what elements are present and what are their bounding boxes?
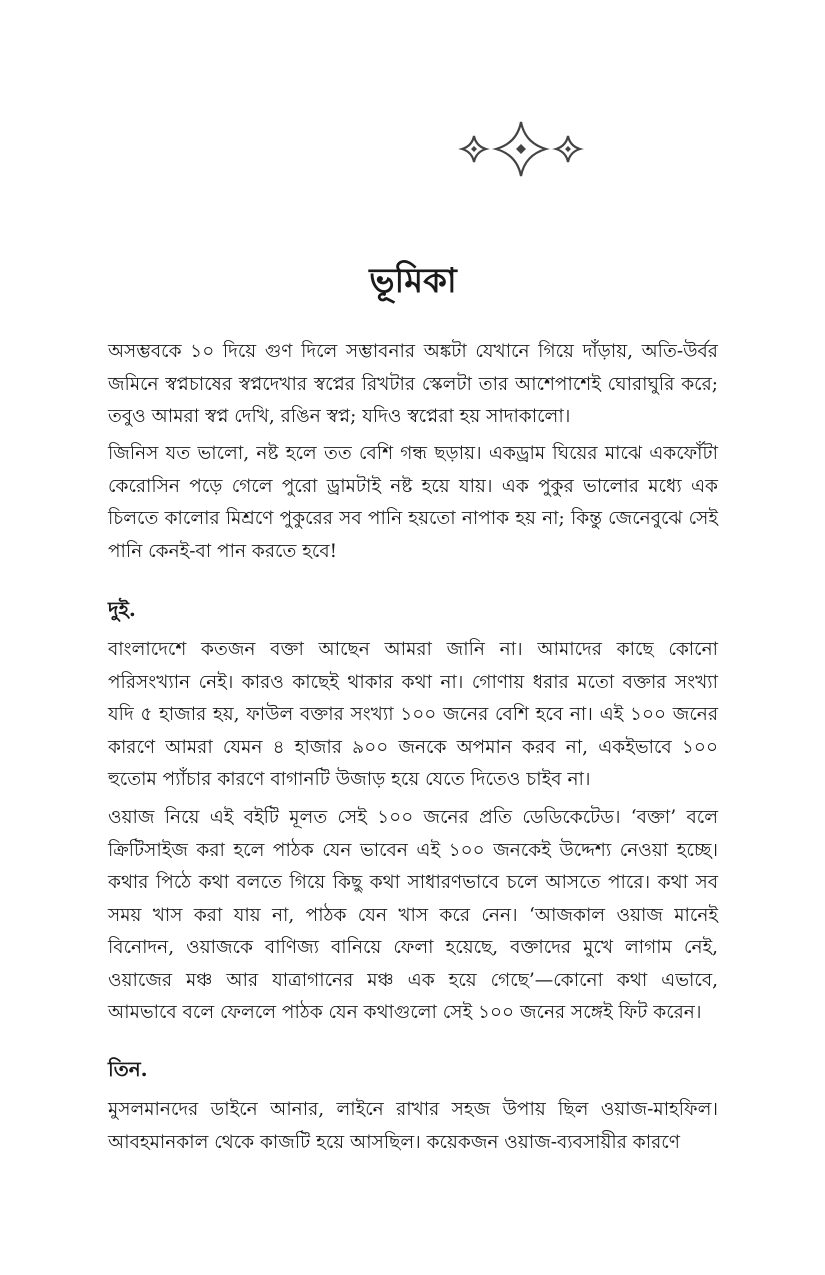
page-title: ভূমিকা	[369, 261, 457, 301]
section-heading-three: তিন.	[108, 1057, 148, 1081]
paragraph-4: ওয়াজ নিয়ে এই বইটি মূলত সেই ১০০ জনের প্রতি ডেডিকেটেড। ‘বক্তা’ বলে ক্রিটিসাইজ করা হলে পাঠক যেন ভাবেন এই ১০০ জনকেই উদ্দেশ্য নেওয়া হচ্ছে। কথার পিঠে কথা বলতে গিয়ে কিছু কথা সাধারণভাবে চলে আসতে পারে। কথা সব সময় খাস করা যায় না, পাঠক যেন খাস করে নেন। ‘আজকাল ওয়াজ মানেই বিনোদন, ওয়াজকে বাণিজ্য বানিয়ে ফেলা হয়েছে, বক্তাদের মুখে লাগাম নেই, ওয়াজের মঞ্চ আর যাত্রাগানের মঞ্চ এক হয়ে গেছে’—কোনো কথা এভাবে, আমভাবে বলে ফেললে পাঠক যেন কথাগুলো সেই ১০০ জনের সঙ্গেই ফিট করেন।	[108, 807, 718, 1023]
section-heading-two: দুই.	[108, 597, 136, 621]
diamond-ornament-icon	[458, 118, 584, 180]
paragraph-2: জিনিস যত ভালো, নষ্ট হলে তত বেশি গন্ধ ছড়ায়। একড্রাম ঘিয়ের মাঝে একফোঁটা কেরোসিন পড়ে গেলে পুরো ড্রামটাই নষ্ট হয়ে যায়। এক পুকুর ভালোর মধ্যে এক চিলতে কালোর মিশ্রণে পুকুরের সব পানি হয়তো নাপাক হয় না; কিন্তু জেনেবুঝে সেই পানি কেনই-বা পান করতে হবে!	[108, 443, 718, 562]
paragraph-5: মুসলমানদের ডাইনে আনার, লাইনে রাখার সহজ উপায় ছিল ওয়াজ-মাহফিল। আবহমানকাল থেকে কাজটি হয়ে আসছিল। কয়েকজন ওয়াজ-ব্যবসায়ীর কারণে	[108, 1099, 718, 1153]
paragraph-1: অসম্ভবকে ১০ দিয়ে গুণ দিলে সম্ভাবনার অঙ্কটা যেখানে গিয়ে দাঁড়ায়, অতি-উর্বর জমিনে স্বপ্নচাষের স্বপ্নদেখার স্বপ্নের রিখটার স্কেলটা তার আশেপাশেই ঘোরাঘুরি করে; তবুও আমরা স্বপ্ন দেখি, রঙিন স্বপ্ন; যদিও স্বপ্নেরা হয় সাদাকালো।	[108, 341, 718, 427]
paragraph-3: বাংলাদেশে কতজন বক্তা আছেন আমরা জানি না। আমাদের কাছে কোনো পরিসংখ্যান নেই। কারও কাছেই থাকার কথা না। গোণায় ধরার মতো বক্তার সংখ্যা যদি ৫ হাজার হয়, ফাউল বক্তার সংখ্যা ১০০ জনের বেশি হবে না। এই ১০০ জনের কারণে আমরা যেমন ৪ হাজার ৯০০ জনকে অপমান করব না, একইভাবে ১০০ হুতোম প্যাঁচার কারণে বাগানটি উজাড় হয়ে যেতে দিতেও চাইব না।	[108, 639, 718, 790]
